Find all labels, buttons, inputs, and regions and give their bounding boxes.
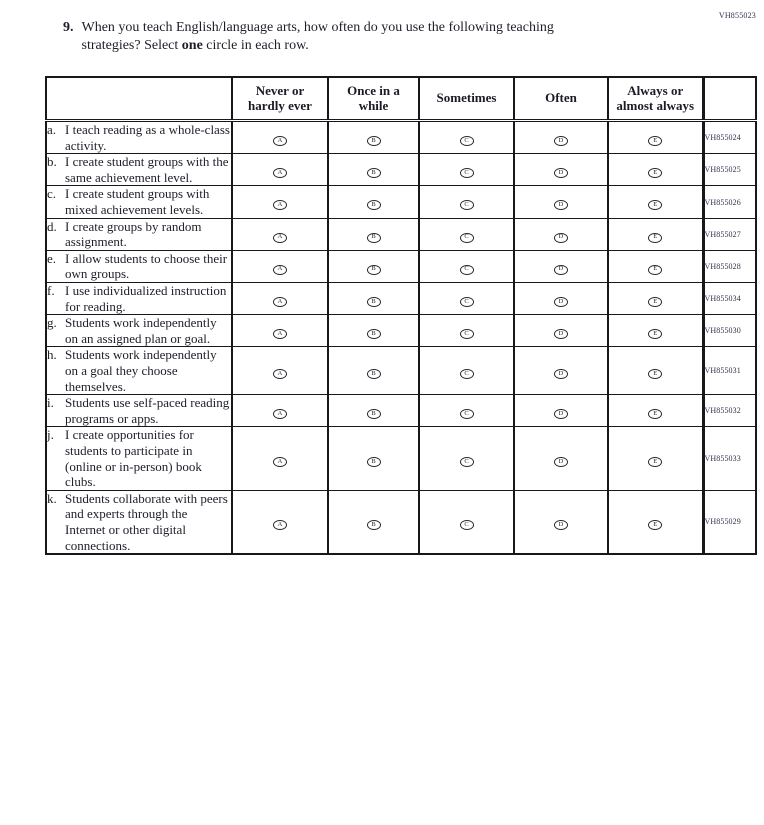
response-circle-d[interactable]: D xyxy=(554,233,568,243)
response-circle-a[interactable]: A xyxy=(273,369,287,379)
response-cell xyxy=(232,186,328,218)
row-code-cell: VH855025 xyxy=(703,154,756,186)
row-letter: a. xyxy=(47,122,57,138)
response-cell xyxy=(514,250,608,282)
response-circle-d[interactable]: D xyxy=(554,200,568,210)
response-circle-e[interactable]: E xyxy=(648,457,662,467)
row-statement: I create student groups with the same achievement level. xyxy=(65,154,229,185)
response-circle-d[interactable]: D xyxy=(554,168,568,178)
response-circle-d[interactable]: D xyxy=(554,136,568,146)
response-cell xyxy=(608,427,703,490)
response-circle-b[interactable]: B xyxy=(367,168,381,178)
row-label-cell xyxy=(46,427,232,490)
table-header xyxy=(46,77,756,121)
table-row xyxy=(46,490,756,554)
response-circle-a[interactable]: A xyxy=(273,265,287,275)
response-cell xyxy=(608,395,703,427)
row-statement: I create student groups with mixed achievement levels. xyxy=(65,186,210,218)
response-cell xyxy=(419,218,514,250)
table-row xyxy=(46,395,756,427)
row-label xyxy=(47,427,231,489)
response-circle-b[interactable]: B xyxy=(367,136,381,146)
row-label-cell xyxy=(46,154,232,186)
column-header-always-or-almost-always: Always or almost always xyxy=(608,77,703,121)
response-circle-b[interactable]: B xyxy=(367,297,381,307)
row-code-cell: VH855024 xyxy=(703,121,756,154)
response-cell xyxy=(514,121,608,154)
response-circle-a[interactable]: A xyxy=(273,520,287,530)
response-circle-e[interactable]: E xyxy=(648,265,662,275)
response-cell xyxy=(232,347,328,395)
response-cell xyxy=(232,250,328,282)
response-cell xyxy=(232,315,328,347)
row-label xyxy=(47,283,231,314)
response-circle-c[interactable]: C xyxy=(460,520,474,530)
response-circle-a[interactable]: A xyxy=(273,136,287,146)
response-cell xyxy=(232,490,328,554)
response-cell xyxy=(232,427,328,490)
response-cell xyxy=(328,121,419,154)
table-body xyxy=(46,121,756,555)
response-cell xyxy=(232,121,328,154)
response-cell xyxy=(232,283,328,315)
row-label xyxy=(47,315,231,346)
table-row xyxy=(46,154,756,186)
question-text-part2: circle in each row. xyxy=(202,38,309,54)
response-circle-e[interactable]: E xyxy=(648,520,662,530)
response-cell xyxy=(608,347,703,395)
response-cell xyxy=(608,315,703,347)
response-cell xyxy=(608,186,703,218)
row-letter: b. xyxy=(47,154,57,170)
column-header-blank xyxy=(46,77,232,121)
response-cell xyxy=(608,283,703,315)
response-circle-e[interactable]: E xyxy=(648,200,662,210)
response-circle-b[interactable]: B xyxy=(367,409,381,419)
response-circle-c[interactable]: C xyxy=(460,457,474,467)
row-label-cell xyxy=(46,395,232,427)
response-circle-b[interactable]: B xyxy=(367,369,381,379)
row-label-cell xyxy=(46,218,232,250)
response-circle-c[interactable]: C xyxy=(460,329,474,339)
row-letter: h. xyxy=(47,347,57,363)
response-circle-a[interactable]: A xyxy=(273,409,287,419)
response-circle-a[interactable]: A xyxy=(273,233,287,243)
row-statement: Students work independently on an assigned plan or goal. xyxy=(65,315,217,346)
response-circle-c[interactable]: C xyxy=(460,136,474,146)
row-letter: d. xyxy=(47,218,57,234)
response-cell xyxy=(419,154,514,186)
row-label-cell xyxy=(46,347,232,395)
response-cell xyxy=(514,186,608,218)
row-label xyxy=(47,251,231,282)
header-row xyxy=(46,77,756,121)
response-cell xyxy=(419,490,514,554)
response-cell xyxy=(328,315,419,347)
response-cell xyxy=(232,218,328,250)
response-cell xyxy=(328,427,419,490)
row-label-cell xyxy=(46,121,232,154)
response-circle-a[interactable]: A xyxy=(273,168,287,178)
question-bold-one: one xyxy=(181,38,203,54)
row-statement: I create groups by random assignment. xyxy=(65,218,202,250)
row-code-cell: VH855034 xyxy=(703,283,756,315)
row-code-cell: VH855029 xyxy=(703,490,756,554)
response-cell xyxy=(514,427,608,490)
response-circle-b[interactable]: B xyxy=(367,520,381,530)
response-circle-c[interactable]: C xyxy=(460,200,474,210)
row-code-cell: VH855033 xyxy=(703,427,756,490)
row-statement: Students collaborate with peers and experts through the Internet or other digital connections. xyxy=(65,490,228,553)
response-cell xyxy=(232,395,328,427)
response-circle-c[interactable]: C xyxy=(460,297,474,307)
response-circle-a[interactable]: A xyxy=(273,200,287,210)
column-header-never-or-hardly-ever: Never or hardly ever xyxy=(232,77,328,121)
row-code-cell: VH855027 xyxy=(703,218,756,250)
response-circle-d[interactable]: D xyxy=(554,297,568,307)
response-cell xyxy=(514,154,608,186)
row-letter: g. xyxy=(47,315,57,331)
question-text xyxy=(82,19,610,55)
row-statement: I allow students to choose their own groups. xyxy=(65,250,228,282)
survey-table xyxy=(45,76,757,555)
row-label-cell xyxy=(46,250,232,282)
response-circle-c[interactable]: C xyxy=(460,168,474,178)
response-circle-d[interactable]: D xyxy=(554,329,568,339)
response-cell xyxy=(514,347,608,395)
row-letter: i. xyxy=(47,395,54,411)
response-circle-a[interactable]: A xyxy=(273,297,287,307)
response-cell xyxy=(419,347,514,395)
question-text-part1: When you teach English/language arts, how often do you use the following teaching strategies? Select xyxy=(81,20,554,54)
response-cell xyxy=(328,154,419,186)
table-row xyxy=(46,283,756,315)
response-circle-c[interactable]: C xyxy=(460,265,474,275)
response-circle-e[interactable]: E xyxy=(648,369,662,379)
response-cell xyxy=(514,395,608,427)
row-code-cell: VH855028 xyxy=(703,250,756,282)
column-header-once-in-a-while: Once in a while xyxy=(328,77,419,121)
response-cell xyxy=(419,186,514,218)
row-label-cell xyxy=(46,490,232,554)
column-header-code-blank xyxy=(703,77,756,121)
row-letter: j. xyxy=(47,427,54,443)
response-cell xyxy=(419,395,514,427)
response-circle-b[interactable]: B xyxy=(367,329,381,339)
table-row xyxy=(46,186,756,218)
response-circle-b[interactable]: B xyxy=(367,200,381,210)
row-statement: Students use self-paced reading programs or apps. xyxy=(65,395,230,426)
response-cell xyxy=(328,490,419,554)
column-header-sometimes: Sometimes xyxy=(419,77,514,121)
response-cell xyxy=(328,250,419,282)
response-circle-d[interactable]: D xyxy=(554,265,568,275)
row-letter: c. xyxy=(47,186,57,202)
row-letter: k. xyxy=(47,490,57,506)
response-cell xyxy=(419,427,514,490)
row-label xyxy=(47,154,231,185)
response-circle-c[interactable]: C xyxy=(460,369,474,379)
response-circle-e[interactable]: E xyxy=(648,136,662,146)
table-row xyxy=(46,218,756,250)
response-cell xyxy=(514,283,608,315)
table-row xyxy=(46,427,756,490)
response-cell xyxy=(608,490,703,554)
response-circle-b[interactable]: B xyxy=(367,457,381,467)
row-label-cell xyxy=(46,283,232,315)
response-cell xyxy=(514,315,608,347)
row-label-cell xyxy=(46,315,232,347)
row-statement: I teach reading as a whole-class activity. xyxy=(65,122,230,153)
row-statement: I create opportunities for students to participate in (online or in-person) book clubs. xyxy=(65,427,202,490)
response-circle-c[interactable]: C xyxy=(460,233,474,243)
row-label xyxy=(47,347,231,394)
row-label-cell xyxy=(46,186,232,218)
row-label xyxy=(47,122,231,153)
row-code-cell: VH855030 xyxy=(703,315,756,347)
response-circle-e[interactable]: E xyxy=(648,233,662,243)
response-cell xyxy=(608,121,703,154)
response-circle-a[interactable]: A xyxy=(273,329,287,339)
row-label xyxy=(47,491,231,553)
row-letter: f. xyxy=(47,283,55,299)
table-row xyxy=(46,121,756,154)
row-code-cell: VH855031 xyxy=(703,347,756,395)
response-cell xyxy=(419,121,514,154)
response-cell xyxy=(514,218,608,250)
response-cell xyxy=(608,218,703,250)
table-row xyxy=(46,347,756,395)
response-cell xyxy=(419,315,514,347)
row-statement: I use individualized instruction for reading. xyxy=(65,283,227,314)
response-cell xyxy=(419,283,514,315)
response-circle-d[interactable]: D xyxy=(554,409,568,419)
row-code-cell: VH855032 xyxy=(703,395,756,427)
response-circle-d[interactable]: D xyxy=(554,369,568,379)
question-number: 9. xyxy=(63,20,74,35)
response-circle-e[interactable]: E xyxy=(648,409,662,419)
response-cell xyxy=(608,154,703,186)
response-circle-b[interactable]: B xyxy=(367,233,381,243)
response-circle-e[interactable]: E xyxy=(648,297,662,307)
response-circle-c[interactable]: C xyxy=(460,409,474,419)
table-row xyxy=(46,250,756,282)
row-label xyxy=(47,395,231,426)
response-cell xyxy=(328,218,419,250)
column-header-often: Often xyxy=(514,77,608,121)
response-circle-e[interactable]: E xyxy=(648,329,662,339)
response-circle-a[interactable]: A xyxy=(273,457,287,467)
response-cell xyxy=(328,283,419,315)
row-label xyxy=(47,186,231,217)
response-cell xyxy=(514,490,608,554)
response-circle-e[interactable]: E xyxy=(648,168,662,178)
row-letter: e. xyxy=(47,250,57,266)
page-code: VH855023 xyxy=(718,11,756,20)
response-cell xyxy=(608,250,703,282)
row-label xyxy=(47,219,231,250)
response-cell xyxy=(328,347,419,395)
response-circle-d[interactable]: D xyxy=(554,520,568,530)
response-cell xyxy=(328,395,419,427)
response-circle-d[interactable]: D xyxy=(554,457,568,467)
response-cell xyxy=(328,186,419,218)
response-cell xyxy=(232,154,328,186)
response-cell xyxy=(419,250,514,282)
row-statement: Students work independently on a goal they choose themselves. xyxy=(65,347,217,394)
row-code-cell: VH855026 xyxy=(703,186,756,218)
response-circle-b[interactable]: B xyxy=(367,265,381,275)
table-row xyxy=(46,315,756,347)
question-block xyxy=(63,19,610,55)
